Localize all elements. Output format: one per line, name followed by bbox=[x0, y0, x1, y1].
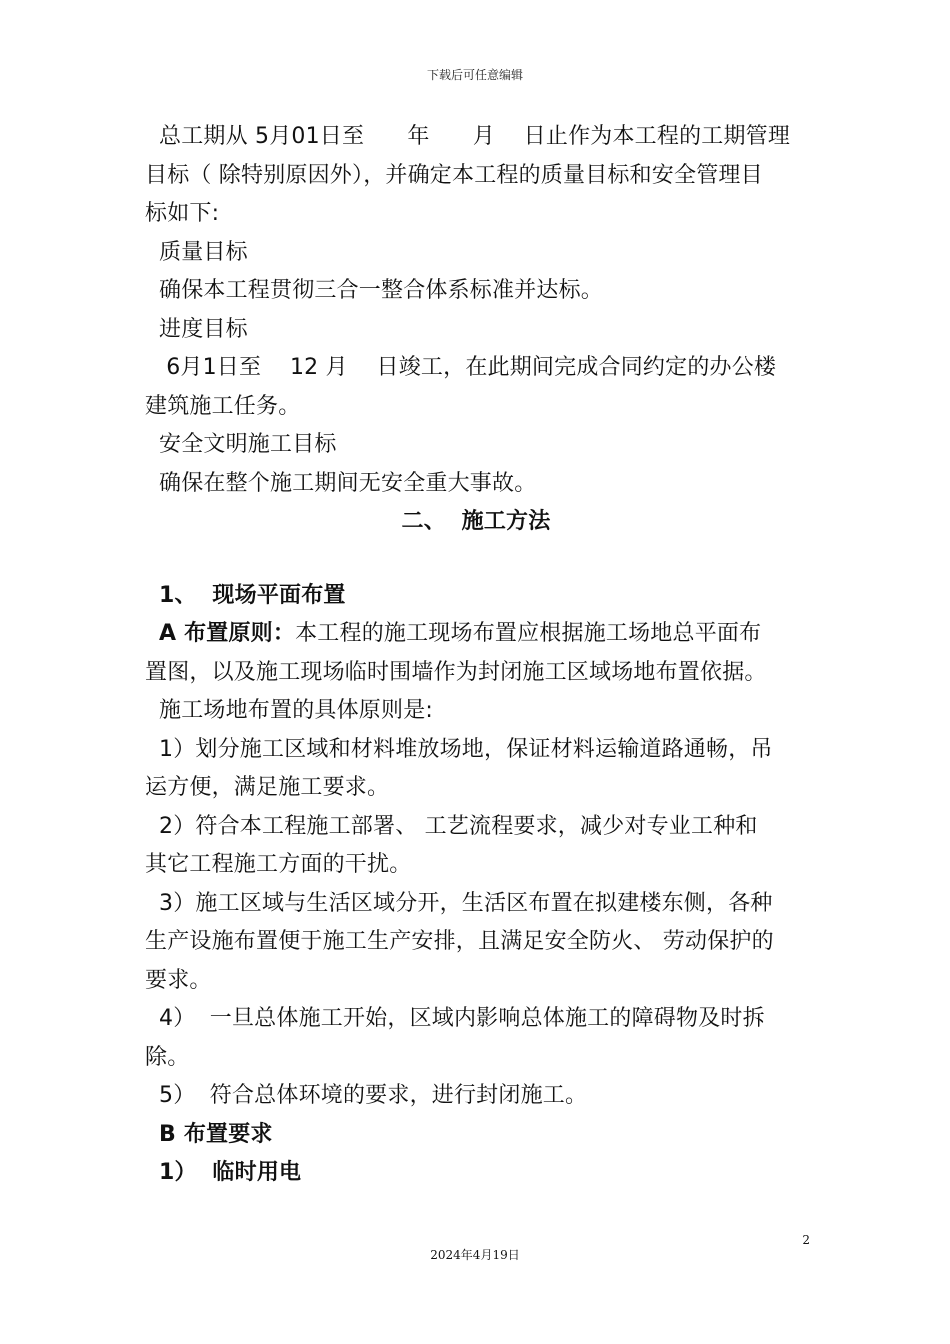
paragraph-line: 4） 一旦总体施工开始，区域内影响总体施工的障碍物及时拆 bbox=[159, 1006, 765, 1031]
paragraph-line: 1）划分施工区域和材料堆放场地，保证材料运输道路通畅，吊 bbox=[159, 736, 773, 762]
paragraph-line: 3）施工区域与生活区域分开，生活区布置在拟建楼东侧，各种 bbox=[159, 890, 773, 916]
footer-date: 2024年4月19日 bbox=[430, 1248, 520, 1262]
paragraph-lead: A 布置原则： bbox=[159, 621, 296, 646]
paragraph-line: 2）符合本工程施工部署、 工艺流程要求，减少对专业工种和 bbox=[159, 813, 758, 839]
paragraph-line: 确保在整个施工期间无安全重大事故。 bbox=[159, 470, 537, 496]
paragraph-line: 建筑施工任务。 bbox=[145, 393, 301, 419]
paragraph-rest: 本工程的施工现场布置应根据施工场地总平面布 bbox=[295, 621, 762, 646]
paragraph-line: 1） 临时用电 bbox=[159, 1160, 302, 1185]
paragraph-line: 1、 现场平面布置 bbox=[159, 582, 346, 608]
document-body bbox=[145, 118, 807, 1193]
page-number: 2 bbox=[802, 1233, 810, 1247]
paragraph-line: 除。 bbox=[145, 1044, 190, 1070]
paragraph-line: 要求。 bbox=[145, 967, 212, 993]
paragraph-line: 确保本工程贯彻三合一整合体系标准并达标。 bbox=[159, 278, 604, 303]
page-header-note: 下载后可任意编辑 bbox=[426, 68, 523, 82]
paragraph-line: 其它工程施工方面的干扰。 bbox=[145, 852, 412, 877]
paragraph-line: 目标（ 除特别原因外），并确定本工程的质量目标和安全管理目 bbox=[145, 162, 763, 188]
paragraph-line: 质量目标 bbox=[159, 239, 248, 265]
paragraph-line bbox=[145, 615, 807, 654]
paragraph-line: B 布置要求 bbox=[159, 1121, 273, 1147]
paragraph-line: 标如下: bbox=[145, 201, 220, 226]
paragraph-line: 总工期从 5月01日至 年 月 日止作为本工程的工期管理 bbox=[159, 124, 791, 149]
blank-line bbox=[145, 542, 807, 577]
paragraph-line: 施工场地布置的具体原则是: bbox=[159, 698, 434, 723]
paragraph-line: 6月1日至 12 月 日竣工，在此期间完成合同约定的办公楼 bbox=[159, 355, 777, 380]
paragraph-line: 安全文明施工目标 bbox=[159, 432, 337, 457]
paragraph-line: 进度目标 bbox=[159, 316, 248, 342]
paragraph-line: 运方便，满足施工要求。 bbox=[145, 775, 390, 800]
paragraph-line: 置图，以及施工现场临时围墙作为封闭施工区域场地布置依据。 bbox=[145, 659, 767, 685]
paragraph-line: 5） 符合总体环境的要求，进行封闭施工。 bbox=[159, 1083, 588, 1108]
paragraph-line: 二、 施工方法 bbox=[401, 509, 551, 534]
paragraph-line: 生产设施布置便于施工生产安排，且满足安全防火、 劳动保护的 bbox=[145, 929, 774, 954]
